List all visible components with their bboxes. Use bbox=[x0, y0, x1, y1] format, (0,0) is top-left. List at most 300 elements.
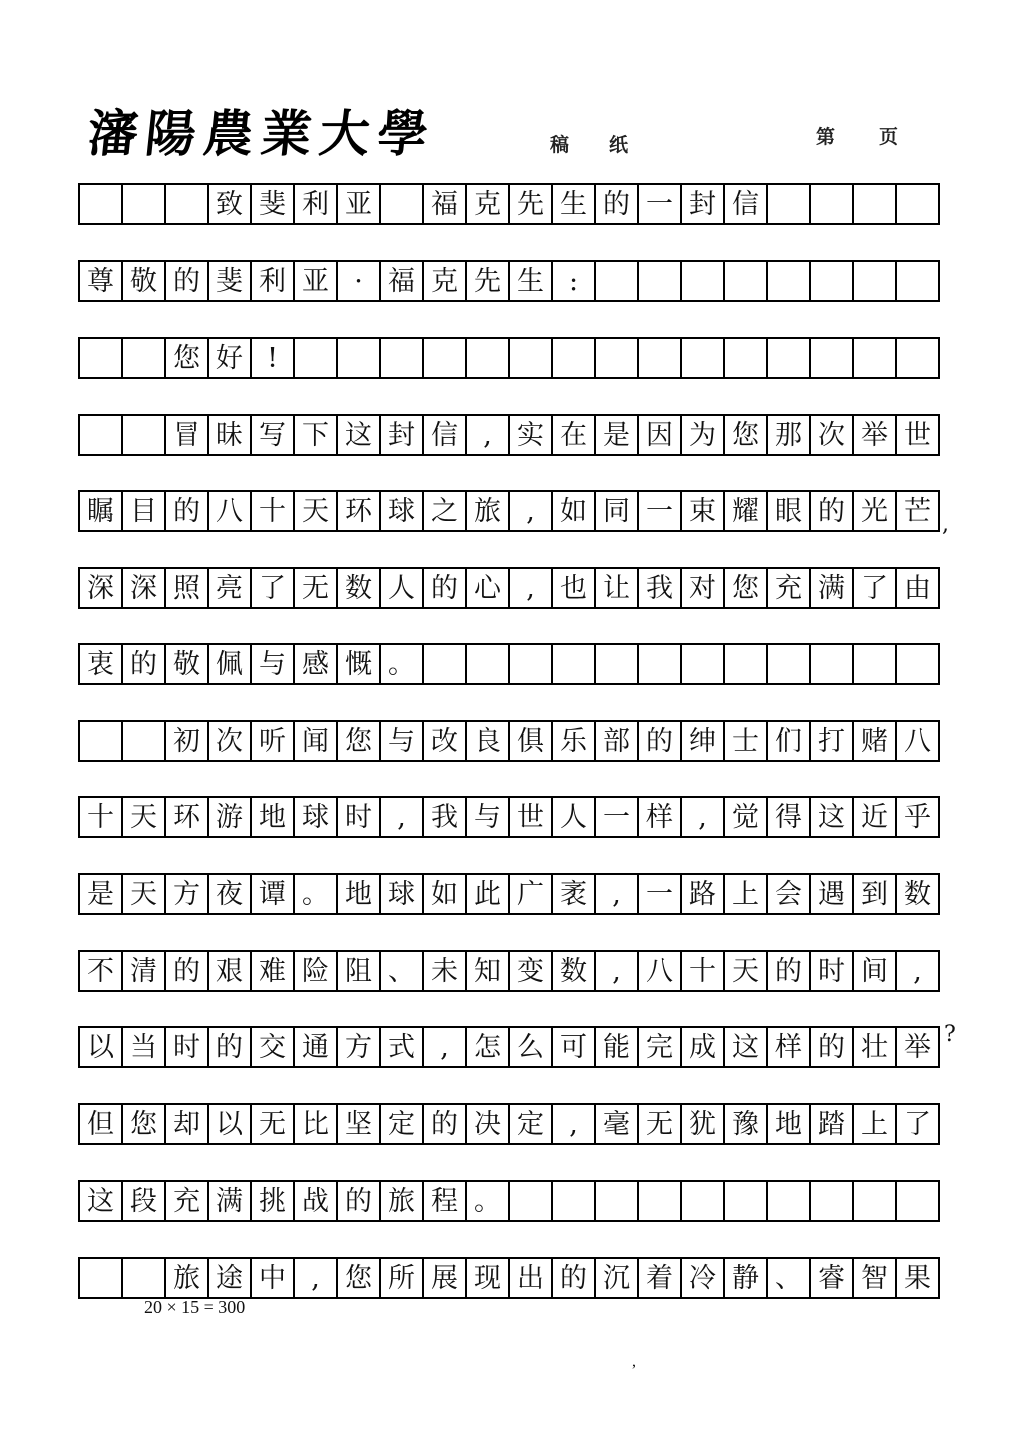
grid-cell bbox=[897, 262, 940, 302]
grid-cell bbox=[80, 339, 123, 379]
grid-cell: 这 bbox=[811, 798, 854, 838]
grid-cell: 感 bbox=[295, 645, 338, 685]
grid-cell bbox=[80, 1259, 123, 1299]
grid-cell: 亚 bbox=[295, 262, 338, 302]
grid-cell: 闻 bbox=[295, 722, 338, 762]
grid-cell: 决 bbox=[467, 1105, 510, 1145]
grid-cell: 的 bbox=[811, 1028, 854, 1068]
grid-cell: 时 bbox=[811, 952, 854, 992]
grid-cell: 们 bbox=[768, 722, 811, 762]
grid-cell: 听 bbox=[252, 722, 295, 762]
grid-cell: 变 bbox=[510, 952, 553, 992]
grid-cell: 十 bbox=[252, 492, 295, 532]
grid-row bbox=[78, 183, 940, 225]
grid-cell: 初 bbox=[166, 722, 209, 762]
grid-cell bbox=[596, 339, 639, 379]
grid-cell: 比 bbox=[295, 1105, 338, 1145]
grid-cell: 袤 bbox=[553, 875, 596, 915]
grid-cell: 球 bbox=[381, 875, 424, 915]
grid-size-footer: 20 × 15 = 300 bbox=[144, 1297, 246, 1317]
grid-cell bbox=[897, 645, 940, 685]
grid-cell bbox=[553, 645, 596, 685]
grid-cell: 眼 bbox=[768, 492, 811, 532]
grid-cell: 尊 bbox=[80, 262, 123, 302]
grid-cell: 。 bbox=[381, 645, 424, 685]
grid-cell: 福 bbox=[424, 185, 467, 225]
grid-cell bbox=[682, 339, 725, 379]
grid-cell: 因 bbox=[639, 416, 682, 456]
grid-cell bbox=[811, 1182, 854, 1222]
grid-cell bbox=[123, 185, 166, 225]
grid-cell: 中 bbox=[252, 1259, 295, 1299]
grid-cell: 险 bbox=[295, 952, 338, 992]
grid-cell: 样 bbox=[768, 1028, 811, 1068]
grid-cell: 么 bbox=[510, 1028, 553, 1068]
grid-cell: 难 bbox=[252, 952, 295, 992]
grid-cell: 十 bbox=[80, 798, 123, 838]
grid-cell: 知 bbox=[467, 952, 510, 992]
grid-cell: 斐 bbox=[252, 185, 295, 225]
margin-mark-row5: , bbox=[942, 512, 949, 537]
grid-cell: 上 bbox=[725, 875, 768, 915]
grid-cell bbox=[596, 1182, 639, 1222]
grid-cell: 的 bbox=[639, 722, 682, 762]
grid-cell bbox=[596, 262, 639, 302]
grid-cell: 让 bbox=[596, 569, 639, 609]
grid-cell: 敬 bbox=[123, 262, 166, 302]
grid-cell: 了 bbox=[854, 569, 897, 609]
grid-cell: 我 bbox=[639, 569, 682, 609]
grid-cell bbox=[811, 645, 854, 685]
grid-cell: 一 bbox=[639, 875, 682, 915]
grid-cell: 的 bbox=[166, 952, 209, 992]
grid-cell: , bbox=[682, 798, 725, 838]
grid-cell: , bbox=[295, 1259, 338, 1299]
grid-cell bbox=[811, 262, 854, 302]
grid-cell: 是 bbox=[596, 416, 639, 456]
grid-cell: 地 bbox=[338, 875, 381, 915]
grid-cell: , bbox=[424, 1028, 467, 1068]
grid-cell: 睿 bbox=[811, 1259, 854, 1299]
grid-cell: 定 bbox=[381, 1105, 424, 1145]
grid-cell: 以 bbox=[209, 1105, 252, 1145]
grid-cell: 瞩 bbox=[80, 492, 123, 532]
grid-cell: 阻 bbox=[338, 952, 381, 992]
grid-cell: 您 bbox=[338, 722, 381, 762]
grid-row bbox=[78, 796, 940, 838]
grid-cell bbox=[725, 1182, 768, 1222]
grid-cell: 次 bbox=[209, 722, 252, 762]
grid-row bbox=[78, 950, 940, 992]
grid-cell bbox=[424, 645, 467, 685]
grid-cell: 八 bbox=[897, 722, 940, 762]
grid-cell: : bbox=[553, 262, 596, 302]
grid-cell: 的 bbox=[338, 1182, 381, 1222]
grid-cell: 旅 bbox=[467, 492, 510, 532]
grid-cell: 与 bbox=[467, 798, 510, 838]
grid-cell: 一 bbox=[639, 185, 682, 225]
grid-cell: 球 bbox=[295, 798, 338, 838]
grid-cell: 这 bbox=[338, 416, 381, 456]
grid-cell: 昧 bbox=[209, 416, 252, 456]
grid-cell: 的 bbox=[166, 262, 209, 302]
paper-label: 稿纸 bbox=[550, 134, 669, 156]
grid-cell: 出 bbox=[510, 1259, 553, 1299]
grid-cell bbox=[854, 339, 897, 379]
grid-cell: 天 bbox=[295, 492, 338, 532]
grid-cell: 这 bbox=[725, 1028, 768, 1068]
grid-cell: 一 bbox=[639, 492, 682, 532]
grid-cell: 福 bbox=[381, 262, 424, 302]
grid-cell bbox=[854, 645, 897, 685]
grid-cell bbox=[123, 722, 166, 762]
university-logo: 瀋陽農業大學 bbox=[84, 104, 439, 163]
grid-cell: 的 bbox=[768, 952, 811, 992]
grid-cell bbox=[854, 1182, 897, 1222]
grid-cell: 如 bbox=[424, 875, 467, 915]
grid-cell bbox=[682, 645, 725, 685]
grid-cell: 克 bbox=[467, 185, 510, 225]
grid-cell: 所 bbox=[381, 1259, 424, 1299]
grid-cell: 信 bbox=[725, 185, 768, 225]
grid-cell bbox=[682, 262, 725, 302]
grid-cell: 心 bbox=[467, 569, 510, 609]
grid-cell: 未 bbox=[424, 952, 467, 992]
grid-cell: 亮 bbox=[209, 569, 252, 609]
grid-cell: 犹 bbox=[682, 1105, 725, 1145]
grid-cell: , bbox=[510, 569, 553, 609]
grid-cell: 环 bbox=[338, 492, 381, 532]
grid-cell: , bbox=[596, 952, 639, 992]
grid-cell: 束 bbox=[682, 492, 725, 532]
grid-cell: 数 bbox=[338, 569, 381, 609]
grid-cell: 绅 bbox=[682, 722, 725, 762]
grid-cell: 踏 bbox=[811, 1105, 854, 1145]
grid-cell: 可 bbox=[553, 1028, 596, 1068]
grid-cell: · bbox=[338, 262, 381, 302]
grid-cell: 样 bbox=[639, 798, 682, 838]
grid-cell: 地 bbox=[252, 798, 295, 838]
grid-cell bbox=[80, 185, 123, 225]
grid-cell: 照 bbox=[166, 569, 209, 609]
grid-cell: 间 bbox=[854, 952, 897, 992]
grid-cell: 程 bbox=[424, 1182, 467, 1222]
grid-cell: 人 bbox=[381, 569, 424, 609]
grid-cell: 举 bbox=[897, 1028, 940, 1068]
grid-cell: 世 bbox=[510, 798, 553, 838]
grid-cell bbox=[80, 722, 123, 762]
grid-cell bbox=[381, 185, 424, 225]
grid-cell: 与 bbox=[381, 722, 424, 762]
grid-cell: 您 bbox=[725, 416, 768, 456]
grid-cell: 先 bbox=[510, 185, 553, 225]
grid-cell: 八 bbox=[209, 492, 252, 532]
grid-cell: 改 bbox=[424, 722, 467, 762]
grid-row bbox=[78, 414, 940, 456]
grid-cell: 世 bbox=[897, 416, 940, 456]
grid-row bbox=[78, 260, 940, 302]
grid-cell: 游 bbox=[209, 798, 252, 838]
grid-cell: 当 bbox=[123, 1028, 166, 1068]
grid-cell: , bbox=[510, 492, 553, 532]
grid-cell: 。 bbox=[295, 875, 338, 915]
grid-cell: 的 bbox=[123, 645, 166, 685]
grid-cell bbox=[811, 339, 854, 379]
grid-cell: 对 bbox=[682, 569, 725, 609]
grid-cell: 封 bbox=[682, 185, 725, 225]
grid-cell bbox=[381, 339, 424, 379]
grid-cell: 天 bbox=[725, 952, 768, 992]
grid-cell: 、 bbox=[768, 1259, 811, 1299]
grid-cell: 以 bbox=[80, 1028, 123, 1068]
grid-cell: 充 bbox=[166, 1182, 209, 1222]
grid-cell bbox=[596, 645, 639, 685]
grid-cell: 无 bbox=[639, 1105, 682, 1145]
grid-cell bbox=[854, 185, 897, 225]
grid-cell: 打 bbox=[811, 722, 854, 762]
grid-cell: 这 bbox=[80, 1182, 123, 1222]
grid-cell: 静 bbox=[725, 1259, 768, 1299]
grid-row bbox=[78, 720, 940, 762]
grid-cell: 旅 bbox=[381, 1182, 424, 1222]
grid-cell: 乐 bbox=[553, 722, 596, 762]
grid-cell: 无 bbox=[295, 569, 338, 609]
grid-cell: 亚 bbox=[338, 185, 381, 225]
grid-cell: 实 bbox=[510, 416, 553, 456]
grid-cell: 时 bbox=[338, 798, 381, 838]
grid-cell bbox=[295, 339, 338, 379]
grid-cell: 段 bbox=[123, 1182, 166, 1222]
grid-cell: 的 bbox=[166, 492, 209, 532]
grid-cell: 如 bbox=[553, 492, 596, 532]
grid-cell: 到 bbox=[854, 875, 897, 915]
grid-cell: 斐 bbox=[209, 262, 252, 302]
grid-cell: 智 bbox=[854, 1259, 897, 1299]
grid-cell: 但 bbox=[80, 1105, 123, 1145]
grid-cell bbox=[338, 339, 381, 379]
grid-cell bbox=[768, 1182, 811, 1222]
grid-cell: 会 bbox=[768, 875, 811, 915]
margin-mark-row12: ? bbox=[944, 1022, 956, 1047]
grid-cell: 俱 bbox=[510, 722, 553, 762]
grid-cell: 人 bbox=[553, 798, 596, 838]
grid-cell bbox=[123, 416, 166, 456]
grid-cell bbox=[123, 1259, 166, 1299]
grid-cell: 时 bbox=[166, 1028, 209, 1068]
grid-cell: , bbox=[897, 952, 940, 992]
grid-cell: 士 bbox=[725, 722, 768, 762]
grid-cell: 为 bbox=[682, 416, 725, 456]
grid-row bbox=[78, 567, 940, 609]
grid-cell: 十 bbox=[682, 952, 725, 992]
grid-cell: 无 bbox=[252, 1105, 295, 1145]
grid-cell: 的 bbox=[209, 1028, 252, 1068]
grid-cell: 天 bbox=[123, 875, 166, 915]
grid-cell bbox=[682, 1182, 725, 1222]
grid-cell: 的 bbox=[811, 492, 854, 532]
grid-cell: 耀 bbox=[725, 492, 768, 532]
grid-row bbox=[78, 490, 940, 532]
grid-row bbox=[78, 1103, 940, 1145]
grid-cell: 那 bbox=[768, 416, 811, 456]
grid-cell: 定 bbox=[510, 1105, 553, 1145]
grid-cell: 展 bbox=[424, 1259, 467, 1299]
grid-cell: ! bbox=[252, 339, 295, 379]
grid-cell: 也 bbox=[553, 569, 596, 609]
grid-cell: 良 bbox=[467, 722, 510, 762]
grid-cell: 同 bbox=[596, 492, 639, 532]
grid-cell: 环 bbox=[166, 798, 209, 838]
grid-cell: 数 bbox=[553, 952, 596, 992]
grid-cell: 能 bbox=[596, 1028, 639, 1068]
grid-cell bbox=[510, 1182, 553, 1222]
grid-cell bbox=[639, 262, 682, 302]
grid-cell: 举 bbox=[854, 416, 897, 456]
grid-cell: 数 bbox=[897, 875, 940, 915]
grid-cell bbox=[897, 339, 940, 379]
grid-cell: 此 bbox=[467, 875, 510, 915]
grid-row bbox=[78, 337, 940, 379]
grid-cell: 在 bbox=[553, 416, 596, 456]
grid-cell: 不 bbox=[80, 952, 123, 992]
grid-cell: 目 bbox=[123, 492, 166, 532]
grid-cell: 得 bbox=[768, 798, 811, 838]
grid-cell bbox=[80, 416, 123, 456]
grid-cell bbox=[768, 339, 811, 379]
grid-cell: 充 bbox=[768, 569, 811, 609]
grid-cell: 好 bbox=[209, 339, 252, 379]
grid-cell: , bbox=[381, 798, 424, 838]
grid-cell: , bbox=[596, 875, 639, 915]
grid-cell: 的 bbox=[424, 569, 467, 609]
grid-cell bbox=[510, 339, 553, 379]
grid-cell: 冒 bbox=[166, 416, 209, 456]
grid-cell: 生 bbox=[510, 262, 553, 302]
grid-cell: 八 bbox=[639, 952, 682, 992]
grid-cell: , bbox=[553, 1105, 596, 1145]
grid-cell: 佩 bbox=[209, 645, 252, 685]
grid-cell: 芒 bbox=[897, 492, 940, 532]
grid-cell bbox=[768, 262, 811, 302]
grid-cell: 满 bbox=[209, 1182, 252, 1222]
grid-cell: 先 bbox=[467, 262, 510, 302]
grid-cell: 地 bbox=[768, 1105, 811, 1145]
grid-cell bbox=[725, 645, 768, 685]
grid-cell: 艰 bbox=[209, 952, 252, 992]
grid-cell: 利 bbox=[252, 262, 295, 302]
grid-cell: 谭 bbox=[252, 875, 295, 915]
grid-cell: 怎 bbox=[467, 1028, 510, 1068]
grid-cell: 光 bbox=[854, 492, 897, 532]
grid-cell: 部 bbox=[596, 722, 639, 762]
grid-cell: 着 bbox=[639, 1259, 682, 1299]
grid-cell: 豫 bbox=[725, 1105, 768, 1145]
grid-cell: 赌 bbox=[854, 722, 897, 762]
grid-cell: 天 bbox=[123, 798, 166, 838]
grid-cell: 方 bbox=[166, 875, 209, 915]
grid-cell: 挑 bbox=[252, 1182, 295, 1222]
grid-row bbox=[78, 643, 940, 685]
page-label-suffix: 页 bbox=[879, 126, 899, 148]
grid-cell: 您 bbox=[123, 1105, 166, 1145]
grid-cell: 您 bbox=[166, 339, 209, 379]
grid-row bbox=[78, 1180, 940, 1222]
grid-cell: 交 bbox=[252, 1028, 295, 1068]
grid-cell bbox=[639, 339, 682, 379]
grid-cell: 路 bbox=[682, 875, 725, 915]
grid-cell: 由 bbox=[897, 569, 940, 609]
grid-cell: 旅 bbox=[166, 1259, 209, 1299]
grid-cell: 上 bbox=[854, 1105, 897, 1145]
grid-cell: 。 bbox=[467, 1182, 510, 1222]
grid-cell: 壮 bbox=[854, 1028, 897, 1068]
grid-cell: 清 bbox=[123, 952, 166, 992]
grid-cell: 战 bbox=[295, 1182, 338, 1222]
grid-cell: 通 bbox=[295, 1028, 338, 1068]
grid-cell bbox=[639, 1182, 682, 1222]
grid-cell bbox=[897, 185, 940, 225]
grid-cell: 夜 bbox=[209, 875, 252, 915]
grid-cell: 冷 bbox=[682, 1259, 725, 1299]
grid-cell bbox=[725, 339, 768, 379]
grid-cell: 觉 bbox=[725, 798, 768, 838]
grid-cell: 敬 bbox=[166, 645, 209, 685]
grid-cell: 与 bbox=[252, 645, 295, 685]
grid-cell bbox=[897, 1182, 940, 1222]
grid-cell: 生 bbox=[553, 185, 596, 225]
grid-row bbox=[78, 1257, 940, 1299]
grid-cell: 遇 bbox=[811, 875, 854, 915]
grid-cell bbox=[166, 185, 209, 225]
grid-cell bbox=[553, 339, 596, 379]
stray-mark: , bbox=[632, 1353, 636, 1370]
grid-cell: 一 bbox=[596, 798, 639, 838]
grid-cell: 果 bbox=[897, 1259, 940, 1299]
grid-cell bbox=[123, 339, 166, 379]
grid-cell: 写 bbox=[252, 416, 295, 456]
grid-row bbox=[78, 873, 940, 915]
grid-cell bbox=[467, 645, 510, 685]
grid-cell: 乎 bbox=[897, 798, 940, 838]
grid-cell: 慨 bbox=[338, 645, 381, 685]
grid-cell: 沉 bbox=[596, 1259, 639, 1299]
grid-cell: 式 bbox=[381, 1028, 424, 1068]
grid-cell: 深 bbox=[80, 569, 123, 609]
grid-cell: 是 bbox=[80, 875, 123, 915]
grid-cell: 我 bbox=[424, 798, 467, 838]
grid-cell: 衷 bbox=[80, 645, 123, 685]
grid-cell: 之 bbox=[424, 492, 467, 532]
grid-cell: 现 bbox=[467, 1259, 510, 1299]
grid-row bbox=[78, 1026, 940, 1068]
grid-cell: 深 bbox=[123, 569, 166, 609]
grid-cell: 了 bbox=[252, 569, 295, 609]
grid-cell bbox=[768, 185, 811, 225]
grid-cell bbox=[467, 339, 510, 379]
grid-cell: 途 bbox=[209, 1259, 252, 1299]
grid-cell: 克 bbox=[424, 262, 467, 302]
grid-cell: 的 bbox=[553, 1259, 596, 1299]
grid-cell: 成 bbox=[682, 1028, 725, 1068]
grid-cell: 您 bbox=[338, 1259, 381, 1299]
grid-cell: 毫 bbox=[596, 1105, 639, 1145]
grid-cell: 坚 bbox=[338, 1105, 381, 1145]
grid-cell: 次 bbox=[811, 416, 854, 456]
grid-cell: 的 bbox=[596, 185, 639, 225]
grid-cell bbox=[553, 1182, 596, 1222]
grid-cell: 却 bbox=[166, 1105, 209, 1145]
grid-cell bbox=[639, 645, 682, 685]
